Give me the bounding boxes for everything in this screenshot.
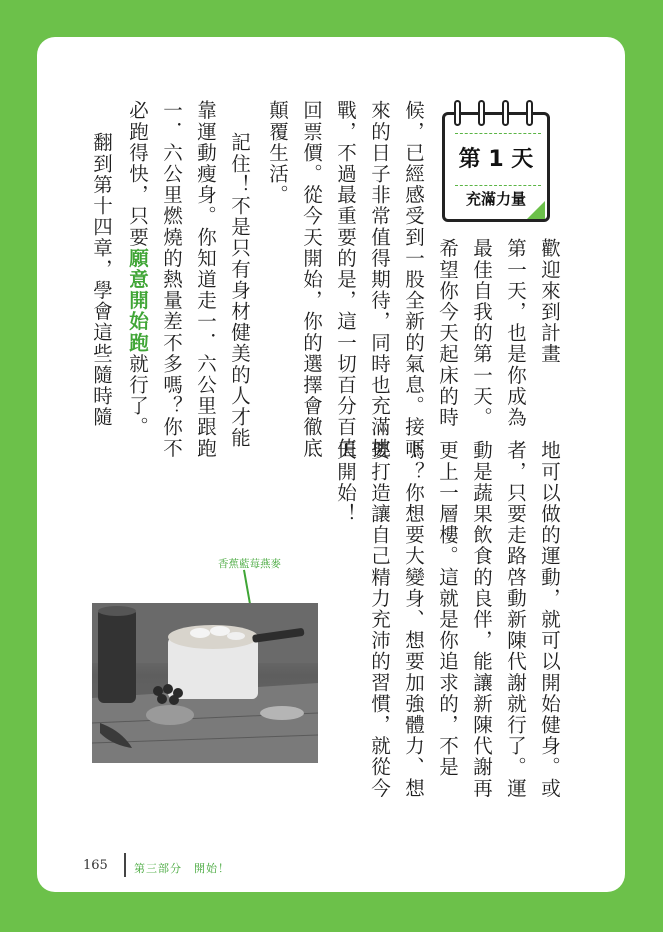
text-column: 回票價。從今天開始，你的選擇會徹底 (300, 100, 323, 459)
text-column: 地可以做的運動，就可以開始健身。或 (538, 440, 561, 799)
section-title: 第三部分 開始！ (134, 862, 230, 875)
text-run: 就行了。 (126, 353, 149, 438)
emphasis-text: 願意開始跑 (126, 247, 149, 354)
text-column: 來的日子非常值得期待，同時也充滿挑 (368, 100, 391, 459)
text-column: 一．六公里燃燒的熱量差不多嗎？你不 (160, 100, 183, 459)
day-subtitle: 充滿力量 (465, 190, 526, 208)
text-column: 記住！不是只有身材健美的人才能 (228, 132, 251, 449)
photo-caption: 香蕉藍莓燕麥 (218, 558, 281, 570)
divider (455, 133, 541, 134)
text-column: 更上一層樓。這就是你追求的，不是 (436, 440, 459, 778)
text-column: 最佳自我的第一天。 (470, 238, 493, 428)
text-column: 靠運動瘦身。你知道走一．六公里跟跑 (194, 100, 217, 459)
oatmeal-photo-image (92, 603, 318, 763)
text-column: 希望你今天起床的時 (436, 238, 459, 428)
text-column: 動是蔬果飲食的良伴，能讓新陳代謝再 (470, 440, 493, 799)
text-column: 候，已經感受到一股全新的氣息。接下 (402, 100, 425, 459)
divider (455, 185, 541, 186)
text-column (124, 100, 150, 438)
oatmeal-photo (92, 603, 318, 763)
text-column: 顛覆生活。 (266, 100, 289, 206)
text-column: 歡迎來到計畫 (538, 238, 561, 365)
text-run: 必跑得快，只要 (126, 100, 149, 248)
text-column: 要打造讓自己精力充沛的習慣，就從今 (368, 440, 391, 799)
text-column: 翻到第十四章，學會這些隨時隨 (90, 132, 113, 428)
calendar-ring-icon (454, 100, 461, 126)
text-column: 天開始！ (334, 440, 357, 525)
footer-divider (124, 853, 126, 877)
text-column: 第一天，也是你成為 (504, 238, 527, 428)
page-number: 165 (83, 858, 108, 873)
calendar-ring-icon (526, 100, 533, 126)
text-column: 戰，不過最重要的是，這一切百分百值 (334, 100, 357, 459)
text-column: 嗎？你想要大變身、想要加強體力、想 (402, 440, 425, 799)
calendar-ring-icon (502, 100, 509, 126)
day-title: 第 1 天 (458, 147, 534, 172)
day-badge-calendar (442, 100, 554, 225)
text-column: 者，只要走路啓動新陳代謝就行了。運 (504, 440, 527, 799)
calendar-ring-icon (478, 100, 485, 126)
